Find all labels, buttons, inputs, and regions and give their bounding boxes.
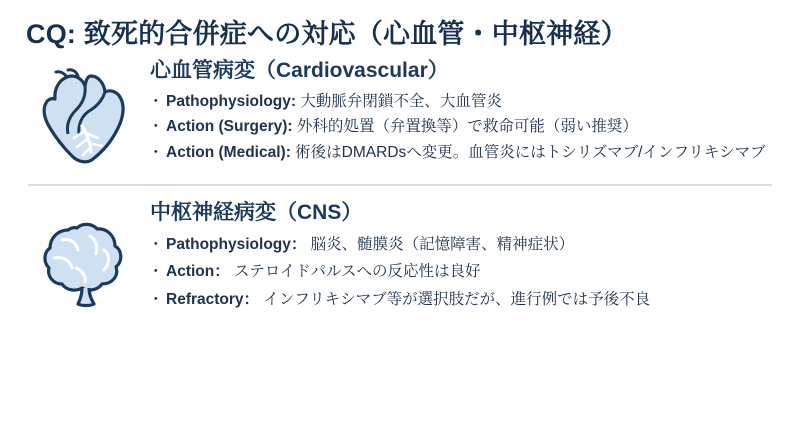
bullet-lead: Action：: [166, 263, 230, 281]
bullet-text: 術後はDMARDsへ変更。血管炎にはトシリズマブ/インフリキシマブ: [290, 144, 766, 162]
section-cardiovascular: [26, 52, 774, 172]
list-item: [150, 288, 774, 312]
section-heading-cardiovascular: 心血管病変（Cardiovascular）: [150, 58, 449, 82]
bullet-text: 脳炎、髄膜炎（記憶障害、精神症状）: [306, 235, 575, 253]
cns-icon-container: [26, 200, 146, 310]
bullet-text: インフリキシマブ等が選択肢だが、進行例では予後不良: [259, 291, 651, 309]
bullet-lead: Pathophysiology：: [166, 235, 307, 253]
heart-icon: [38, 68, 134, 172]
list-item: [150, 115, 774, 139]
section-divider: [28, 184, 772, 186]
cns-bullet-list: [150, 233, 774, 312]
cns-content: [146, 200, 774, 316]
bullet-lead: Action (Surgery):: [166, 118, 293, 136]
bullet-lead: Action (Medical):: [166, 144, 291, 162]
list-item: [150, 141, 774, 165]
bullet-text: 大動脈弁閉鎖不全、大血管炎: [296, 92, 502, 110]
bullet-text: 外科的処置（弁置換等）で救命可能（弱い推奨）: [292, 118, 638, 136]
bullet-text: ステロイドパルスへの反応性は良好: [229, 263, 481, 281]
cardiovascular-bullet-list: [150, 90, 774, 165]
list-item: [150, 90, 774, 114]
section-heading-cns: 中枢神経病変（CNS）: [150, 200, 363, 224]
cardiovascular-content: [146, 58, 774, 167]
bullet-lead: Refractory：: [166, 291, 260, 309]
list-item: [150, 260, 774, 284]
cardiovascular-icon-container: [26, 58, 146, 172]
bullet-lead: Pathophysiology:: [166, 92, 297, 110]
section-cns: [26, 194, 774, 316]
brain-icon: [38, 210, 134, 310]
page-title: CQ: 致死的合併症への対応（心血管・中枢神経）: [26, 19, 628, 49]
list-item: [150, 233, 774, 257]
